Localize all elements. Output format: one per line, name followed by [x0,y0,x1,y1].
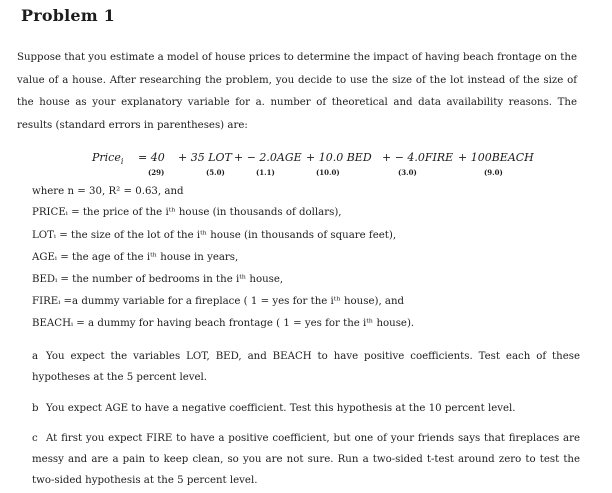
question-a-text: You expect the variables LOT, BED, and BEACH to have positive coefficients. Test each of these hypotheses at the 5 percent level. [32,351,580,383]
se-bed: (10.0) [316,168,340,177]
equation-lhs-name: Price [92,151,121,164]
definition-price: PRICEᵢ = the price of the iᵗʰ house (in thousands of dollars), [32,207,342,218]
se-intercept: (29) [148,168,165,177]
equation-term-age: + − 2.0AGE [234,151,302,164]
intro-paragraph: Suppose that you estimate a model of house prices to determine the impact of having beach frontage on the value of a house. After researching the problem, you decide to use the size of the lot instead of the size of the house as your explanatory variable for a. number of theoretical and data availability reasons. The results (standard errors in parentheses) are: [17,52,577,131]
equation-lhs-subscript: i [120,157,124,167]
question-b-label: b [32,403,39,414]
se-age: (1.1) [256,168,275,177]
equation-lhs [92,151,123,177]
definition-age: AGEᵢ = the age of the iᵗʰ house in years, [32,252,239,263]
definition-bed: BEDᵢ = the number of bedrooms in the iᵗʰ house, [32,274,284,285]
question-a-label: a [32,351,39,362]
question-b [32,398,580,419]
question-a [32,346,580,388]
definition-fire: FIREᵢ =a dummy variable for a fireplace ( 1 = yes for the iᵗʰ house), and [32,296,405,307]
question-b-text: You expect AGE to have a negative coefficient. Test this hypothesis at the 10 percent level. [46,403,516,414]
problem-title: Problem 1 [21,6,116,25]
equation-term-beach: + 100BEACH [458,151,534,164]
se-fire: (3.0) [398,168,417,177]
stats-line: where n = 30, R² = 0.63, and [32,186,184,197]
question-c-text: At first you expect FIRE to have a positive coefficient, but one of your friends says that fireplaces are messy and are a pain to keep clean, so you are not sure. Run a two-sided t-test around zero to test the two-sided hypothesis at the 5 percent level. [32,433,580,486]
question-c [32,428,580,491]
equation-term-fire: + − 4.0FIRE [382,151,454,164]
question-c-label: c [32,433,38,444]
se-beach: (9.0) [484,168,503,177]
equation-term-lot: + 35 LOT [178,151,232,164]
equation-term-bed: + 10.0 BED [306,151,372,164]
definition-lot: LOTᵢ = the size of the lot of the iᵗʰ house (in thousands of square feet), [32,230,397,241]
equation-term-intercept: = 40 [138,151,165,164]
se-lot: (5.0) [206,168,225,177]
definition-beach: BEACHᵢ = a dummy for having beach frontage ( 1 = yes for the iᵗʰ house). [32,318,415,329]
